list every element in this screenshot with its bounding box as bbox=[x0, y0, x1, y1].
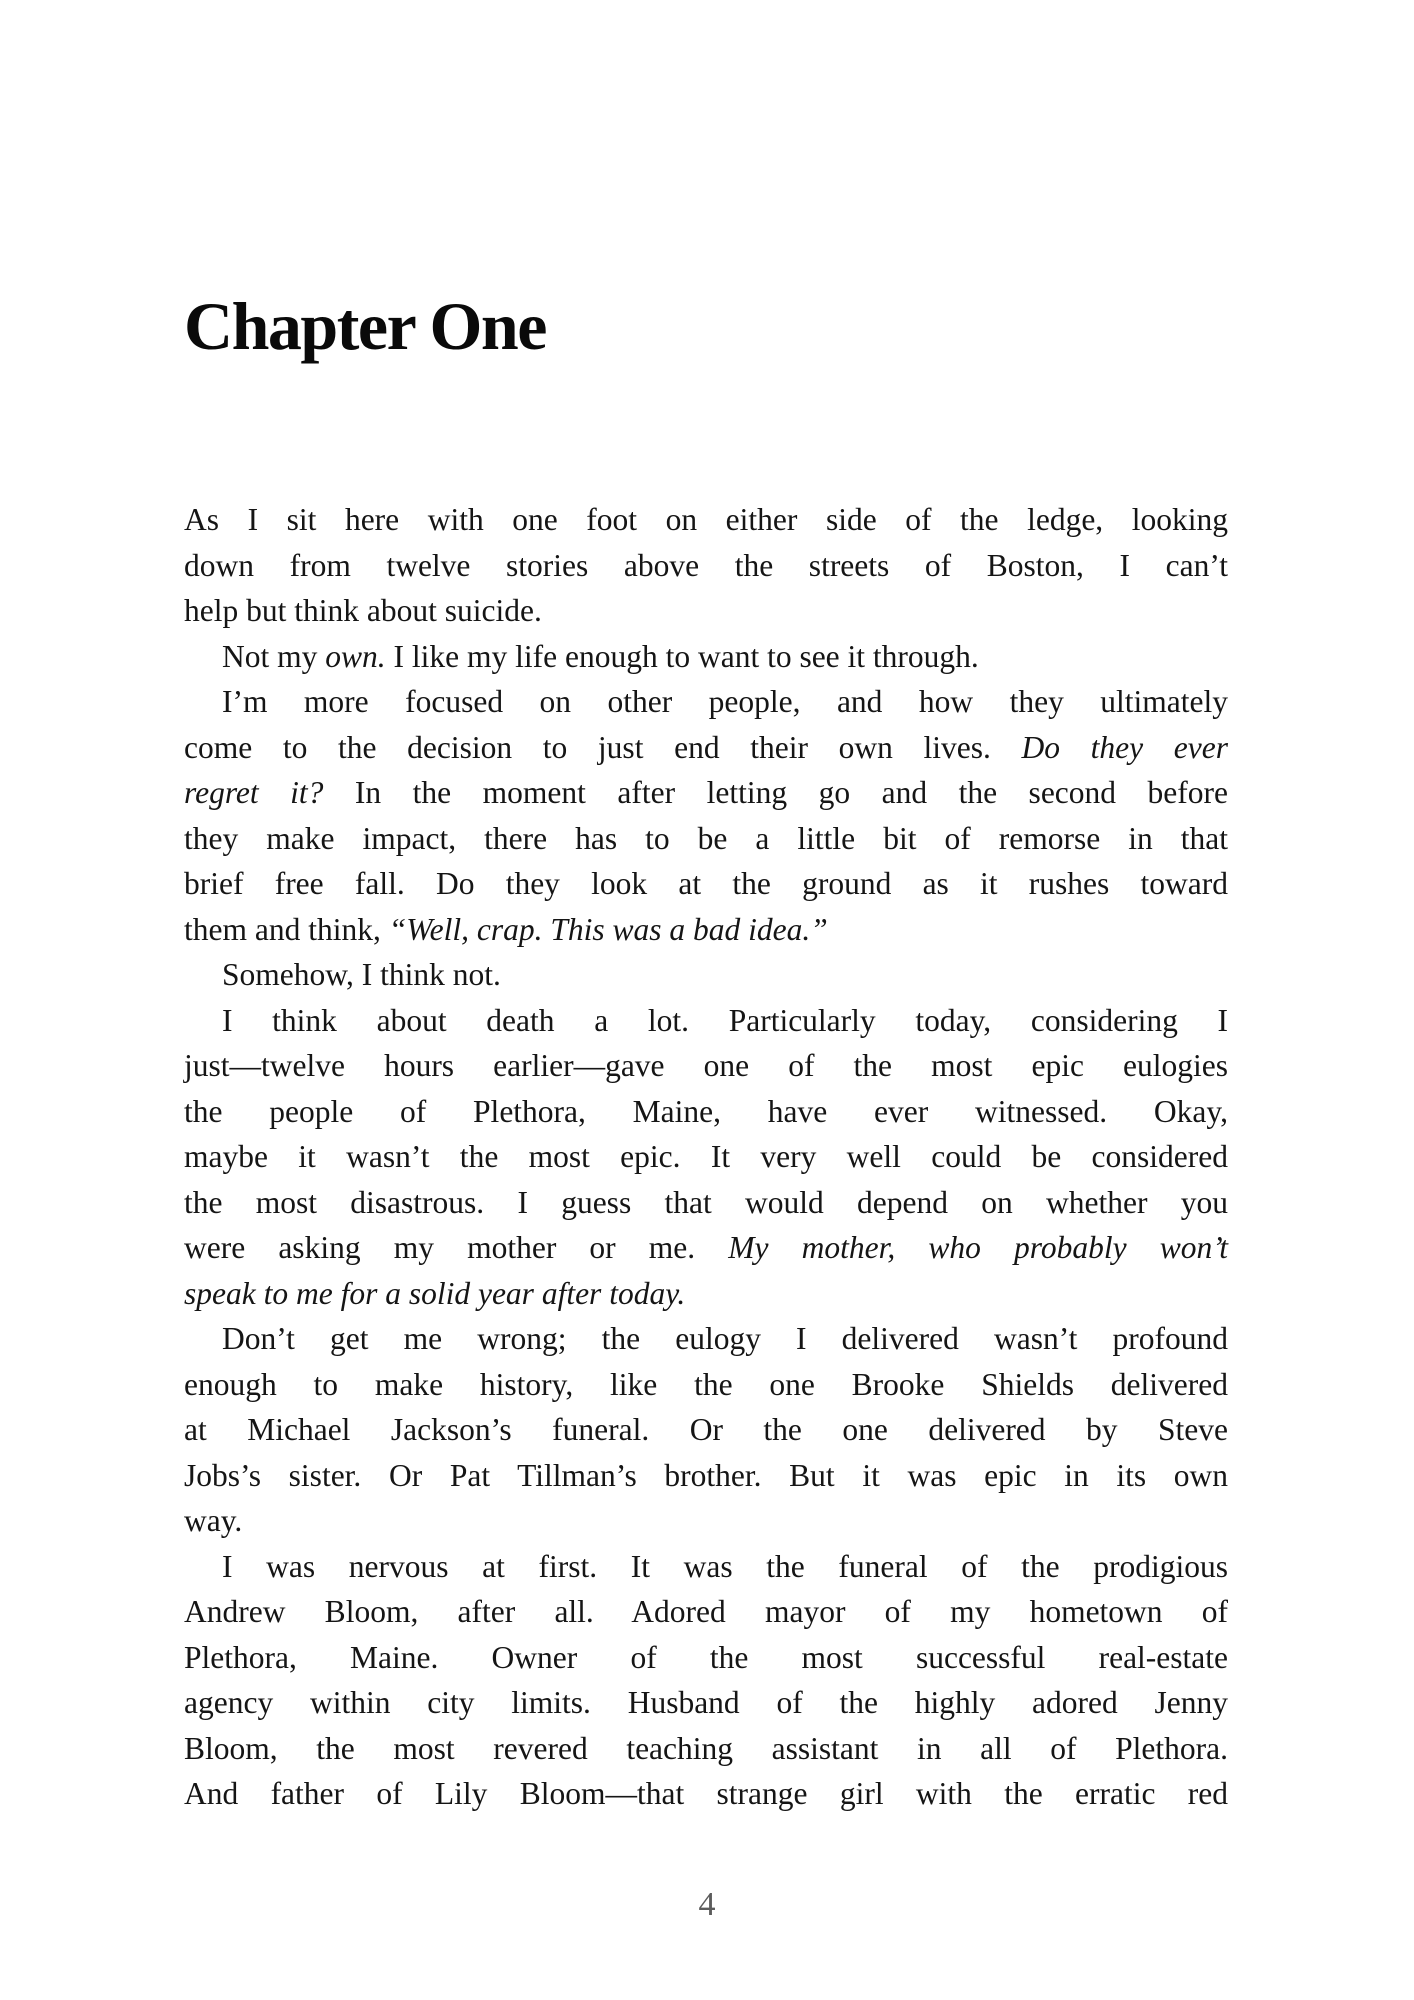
text-line bbox=[184, 1453, 1228, 1499]
regular-text: maybe it wasn’t the most epic. It very well could be considered bbox=[184, 1139, 1228, 1174]
paragraph bbox=[184, 634, 1228, 680]
regular-text: Bloom, the most revered teaching assistant in all of Plethora. bbox=[184, 1730, 1228, 1766]
italic-text: Do they ever bbox=[1021, 729, 1228, 765]
text-line bbox=[184, 543, 1228, 589]
regular-text: I was nervous at first. It was the funeral of the prodigious bbox=[222, 1548, 1228, 1584]
body-text bbox=[184, 497, 1228, 1817]
regular-text: Plethora, Maine. Owner of the most successful real-estate bbox=[184, 1639, 1228, 1675]
regular-text: come to the decision to just end their own lives. bbox=[184, 729, 1022, 765]
text-line bbox=[184, 634, 1228, 680]
paragraph bbox=[184, 998, 1228, 1317]
regular-text: enough to make history, like the one Brooke Shields delivered bbox=[184, 1366, 1228, 1402]
regular-text: down from twelve stories above the streets of Boston, I can’t bbox=[184, 547, 1228, 583]
regular-text: Not my bbox=[222, 638, 326, 674]
regular-text: them and think, bbox=[184, 911, 389, 947]
text-line bbox=[184, 1589, 1228, 1635]
text-line bbox=[184, 816, 1228, 862]
text-line bbox=[184, 1771, 1228, 1817]
text-line bbox=[184, 1635, 1228, 1681]
text-line bbox=[184, 1043, 1228, 1089]
italic-text: regret it? bbox=[184, 775, 324, 810]
text-line bbox=[184, 861, 1228, 907]
page-number: 4 bbox=[698, 1886, 716, 1923]
regular-text: And father of Lily Bloom—that strange girl with the erratic red bbox=[184, 1776, 1228, 1811]
text-line bbox=[184, 725, 1228, 771]
regular-text: As I sit here with one foot on either side of the ledge, looking bbox=[184, 502, 1228, 537]
text-line bbox=[184, 497, 1228, 543]
text-line bbox=[184, 1316, 1228, 1362]
regular-text: way. bbox=[184, 1503, 243, 1538]
paragraph bbox=[184, 679, 1228, 952]
paragraph bbox=[184, 1544, 1228, 1817]
chapter-title: Chapter One bbox=[184, 288, 546, 364]
text-line bbox=[184, 1134, 1228, 1180]
regular-text: Jobs’s sister. Or Pat Tillman’s brother. But it was epic in its own bbox=[184, 1457, 1228, 1493]
regular-text: I’m more focused on other people, and how they ultimately bbox=[222, 684, 1228, 719]
text-line bbox=[184, 1680, 1228, 1726]
text-line bbox=[184, 952, 1228, 998]
regular-text: Somehow, I think not. bbox=[222, 957, 501, 992]
text-line bbox=[184, 1544, 1228, 1590]
text-line bbox=[184, 1225, 1228, 1271]
text-line bbox=[184, 1271, 1228, 1317]
regular-text: just—twelve hours earlier—gave one of the most epic eulogies bbox=[184, 1048, 1228, 1083]
text-line bbox=[184, 588, 1228, 634]
text-line bbox=[184, 907, 1228, 953]
regular-text: brief free fall. Do they look at the ground as it rushes toward bbox=[184, 866, 1228, 901]
text-line bbox=[184, 1407, 1228, 1453]
regular-text: Don’t get me wrong; the eulogy I delivered wasn’t profound bbox=[222, 1321, 1228, 1356]
text-line bbox=[184, 1180, 1228, 1226]
regular-text: I like my life enough to want to see it through. bbox=[385, 638, 979, 674]
text-column bbox=[184, 0, 1228, 1817]
paragraph bbox=[184, 497, 1228, 634]
italic-text: “Well, crap. This was a bad idea.” bbox=[388, 911, 828, 947]
italic-text: own. bbox=[325, 638, 386, 674]
regular-text: agency within city limits. Husband of the highly adored Jenny bbox=[184, 1685, 1228, 1720]
italic-text: speak to me for a solid year after today. bbox=[184, 1275, 686, 1311]
text-line bbox=[184, 1089, 1228, 1135]
regular-text: Andrew Bloom, after all. Adored mayor of my hometown of bbox=[184, 1594, 1228, 1629]
regular-text: the people of Plethora, Maine, have ever witnessed. Okay, bbox=[184, 1093, 1228, 1129]
regular-text: In the moment after letting go and the second before bbox=[323, 775, 1228, 810]
paragraph bbox=[184, 1316, 1228, 1544]
text-line bbox=[184, 998, 1228, 1044]
text-line bbox=[184, 1726, 1228, 1772]
italic-text: My mother, who probably won’t bbox=[728, 1230, 1229, 1265]
text-line bbox=[184, 770, 1228, 816]
regular-text: the most disastrous. I guess that would depend on whether you bbox=[184, 1184, 1228, 1220]
regular-text: at Michael Jackson’s funeral. Or the one delivered by Steve bbox=[184, 1412, 1228, 1447]
text-line bbox=[184, 679, 1228, 725]
paragraph bbox=[184, 952, 1228, 998]
text-line bbox=[184, 1498, 1228, 1544]
text-line bbox=[184, 1362, 1228, 1408]
regular-text: were asking my mother or me. bbox=[184, 1230, 729, 1265]
regular-text: help but think about suicide. bbox=[184, 593, 542, 628]
regular-text: they make impact, there has to be a little bit of remorse in that bbox=[184, 820, 1228, 856]
regular-text: I think about death a lot. Particularly today, considering I bbox=[222, 1002, 1228, 1038]
